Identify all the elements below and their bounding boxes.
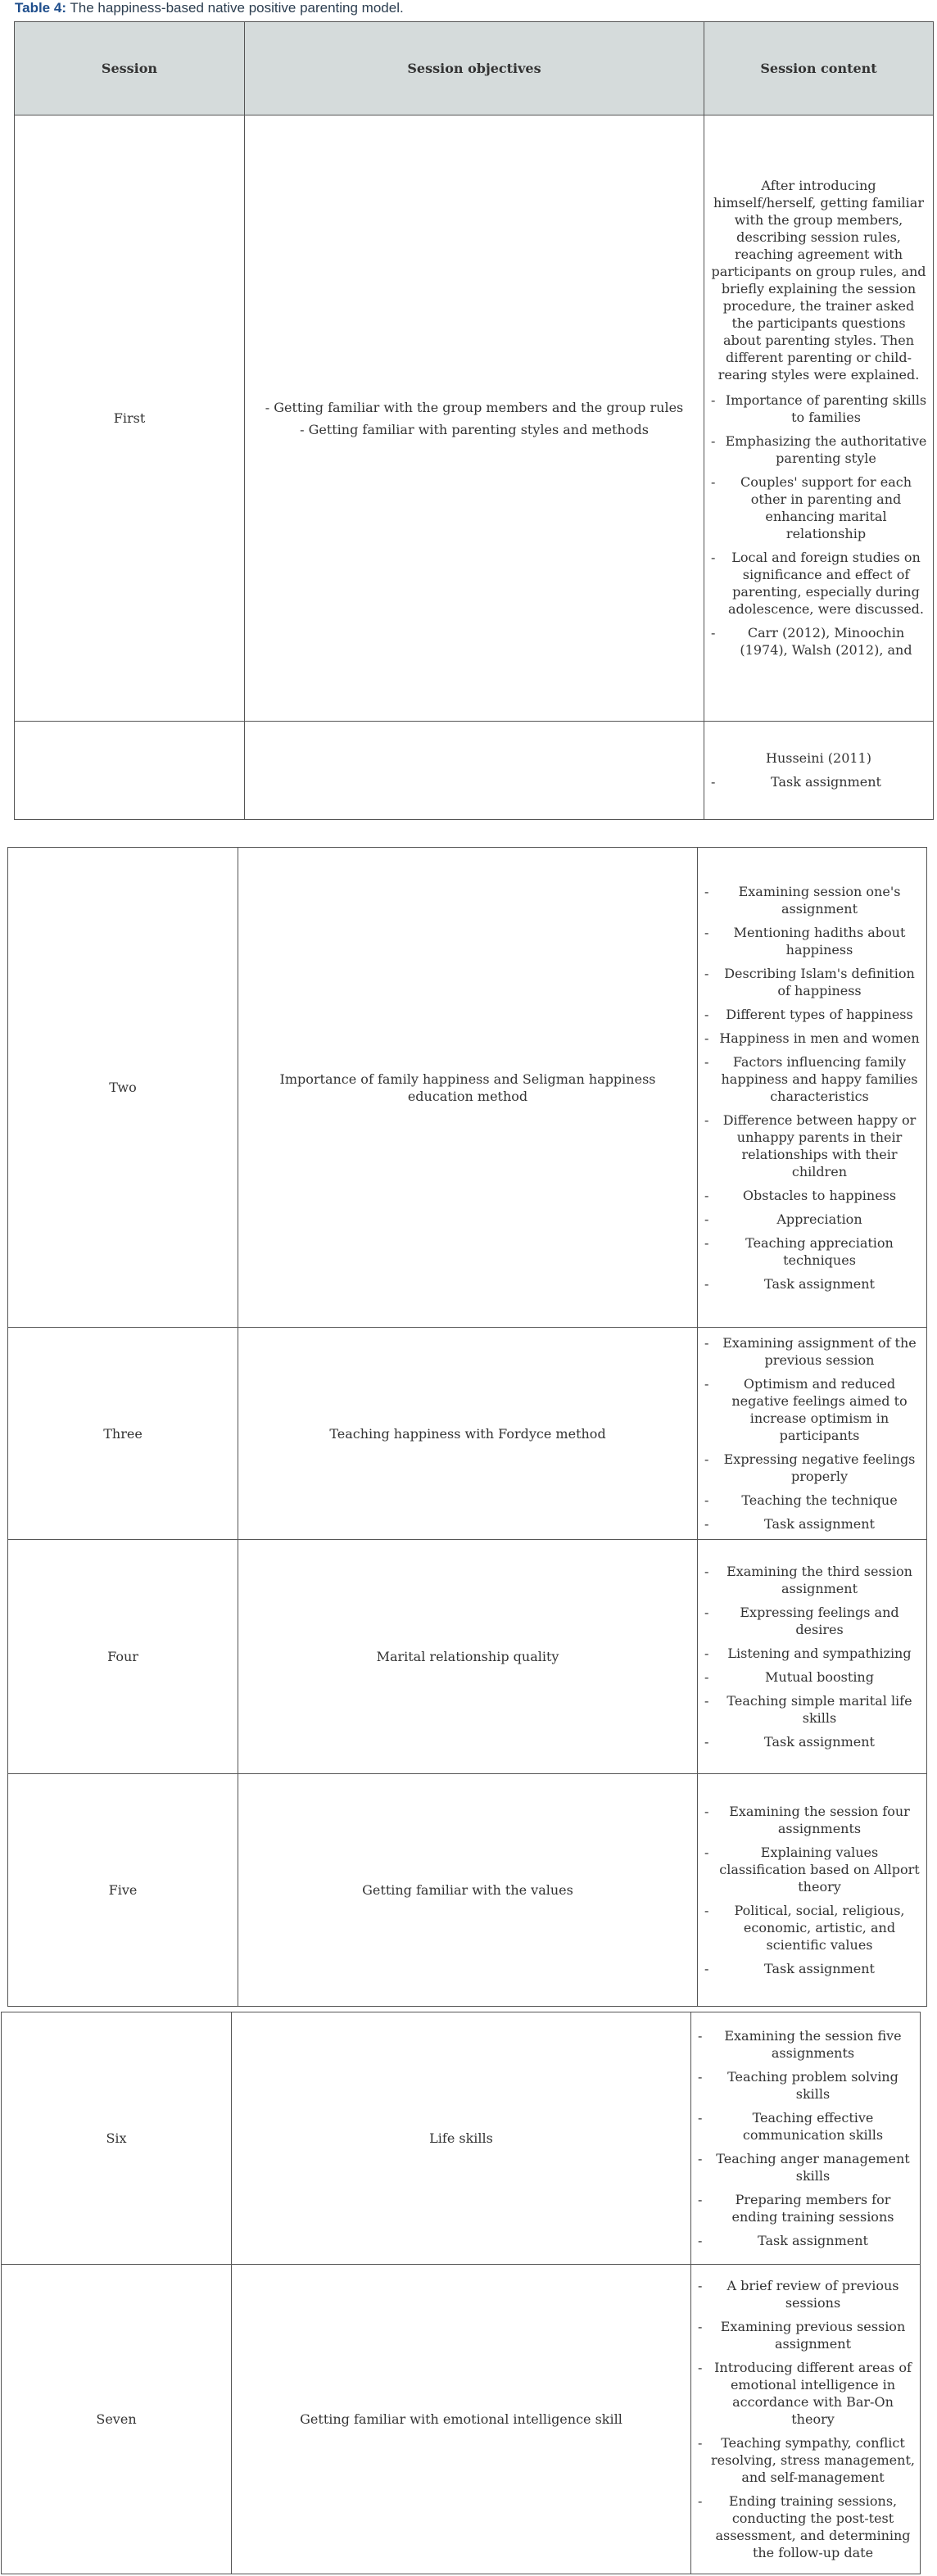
table-row-five: [8, 1774, 927, 2007]
content-item-text: Task assignment: [758, 2233, 868, 2248]
content-item-text: Teaching sympathy, conflict resolving, stress management, and self-management: [711, 2435, 915, 2485]
header-session: Session: [15, 22, 245, 115]
content-item: [696, 2318, 915, 2352]
content-item-text: Task assignment: [764, 1734, 875, 1750]
content-item-text: Factors influencing family happiness and happy families characteristics: [721, 1053, 918, 1104]
objective-line: Marital relationship quality: [376, 1649, 559, 1664]
table-row-three: [8, 1328, 927, 1540]
content-item: [703, 1733, 921, 1750]
content-item-text: Emphasizing the authoritative parenting style: [725, 432, 927, 466]
content-item-text: Difference between happy or unhappy parents in their relationships with their children: [722, 1111, 917, 1179]
content-item-text: Examining assignment of the previous session: [722, 1335, 917, 1368]
content-item-text: Political, social, religious, economic, artistic, and scientific values: [734, 1903, 905, 1953]
content-item: [703, 1053, 921, 1105]
content-item-text: Importance of parenting skills to families: [725, 392, 927, 425]
bullet-dash: -: [704, 1335, 709, 1351]
session-content: [698, 1328, 927, 1540]
content-item-text: Examining the session five assignments: [724, 2028, 902, 2061]
content-item-text: Local and foreign studies on significance and effect of parenting, especially during adolescence, were discussed.: [728, 549, 924, 617]
session-objectives: [238, 1774, 698, 2007]
content-item: [703, 924, 921, 958]
content-item: [696, 2492, 915, 2561]
session-name: Five: [8, 1774, 238, 2007]
content-item: [703, 1645, 921, 1662]
session-content: [698, 1774, 927, 2007]
bullet-dash: -: [704, 1693, 709, 1709]
session-content: [691, 2265, 921, 2574]
content-item: [696, 2359, 915, 2428]
table-header-row: [15, 22, 934, 115]
bullet-dash: -: [704, 1053, 709, 1070]
content-item: [696, 2277, 915, 2311]
bullet-dash: -: [698, 2151, 703, 2166]
bullet-dash: -: [711, 473, 716, 490]
session-name: Two: [8, 848, 238, 1328]
content-item: [703, 1515, 921, 1532]
table-row-four: [8, 1540, 927, 1774]
table-row-seven: [2, 2265, 921, 2574]
content-item: [703, 1492, 921, 1509]
session-objectives: [238, 1328, 698, 1540]
content-item: [703, 1604, 921, 1638]
content-item: [696, 2109, 915, 2144]
content-item: [703, 1960, 921, 1977]
bullet-dash: -: [704, 1211, 709, 1227]
content-item-text: Explaining values classification based on Allport theory: [719, 1845, 920, 1895]
session-content: [704, 722, 934, 820]
content-item-text: Appreciation: [776, 1211, 862, 1227]
content-item-text: Task assignment: [764, 1275, 875, 1292]
bullet-dash: -: [711, 773, 716, 790]
content-item-text: Happiness in men and women: [719, 1030, 920, 1046]
bullet-dash: -: [711, 549, 716, 565]
bullet-dash: -: [698, 2110, 703, 2126]
bullet-dash: -: [704, 1234, 709, 1251]
content-item-text: Different types of happiness: [726, 1006, 913, 1022]
content-item-text: Examining the session four assignments: [729, 1804, 910, 1836]
content-item-text: Examining the third session assignment: [727, 1564, 912, 1596]
table-row-first-continued: [15, 722, 934, 820]
content-item: [703, 965, 921, 999]
content-item-text: Teaching simple marital life skills: [727, 1693, 912, 1726]
content-item-text: Task assignment: [771, 773, 881, 790]
session-name: Four: [8, 1540, 238, 1774]
bullet-dash: -: [704, 1516, 709, 1532]
content-item: [703, 1451, 921, 1485]
bullet-dash: -: [704, 965, 709, 981]
content-item-text: Carr (2012), Minoochin (1974), Walsh (2012), and: [740, 624, 912, 658]
content-item-text: Examining session one's assignment: [738, 883, 901, 917]
content-item: [703, 1006, 921, 1023]
bullet-dash: -: [698, 2028, 703, 2044]
content-item-text: Teaching the technique: [741, 1492, 898, 1508]
content-item: [703, 1234, 921, 1269]
content-item-text: Expressing feelings and desires: [740, 1605, 899, 1637]
content-item: [709, 392, 928, 426]
bullet-dash: -: [698, 2493, 703, 2509]
objective-line: Life skills: [429, 2130, 493, 2146]
objective-line: Getting familiar with emotional intelligence skill: [300, 2411, 622, 2427]
content-item: [703, 1563, 921, 1597]
session-objectives: [238, 1540, 698, 1774]
content-item-text: Task assignment: [764, 1961, 875, 1976]
content-item: [703, 1803, 921, 1837]
bullet-dash: -: [704, 1804, 709, 1819]
content-item: [696, 2434, 915, 2486]
bullet-dash: -: [704, 1845, 709, 1860]
header-objectives: Session objectives: [245, 22, 704, 115]
content-item: [703, 1375, 921, 1444]
session-content: [704, 115, 934, 722]
session-name: Six: [2, 2012, 232, 2265]
header-content: Session content: [704, 22, 934, 115]
content-item-text: Expressing negative feelings properly: [723, 1451, 916, 1484]
bullet-dash: -: [704, 883, 709, 899]
content-item-text: Optimism and reduced negative feelings aimed to increase optimism in participants: [731, 1376, 908, 1443]
content-item-text: Teaching effective communication skills: [742, 2110, 884, 2143]
bullet-dash: -: [704, 1006, 709, 1022]
bullet-dash: -: [704, 1030, 709, 1046]
bullet-dash: -: [704, 1961, 709, 1976]
bullet-dash: -: [704, 1734, 709, 1750]
content-item: [703, 1692, 921, 1727]
bullet-dash: -: [704, 1646, 709, 1661]
table-part-1: [14, 21, 934, 820]
content-item: [696, 2027, 915, 2062]
session-objectives-empty: [245, 722, 704, 820]
content-item: [709, 549, 928, 618]
session-content: [698, 848, 927, 1328]
bullet-dash: -: [711, 392, 716, 408]
content-item: [703, 1844, 921, 1895]
bullet-dash: -: [698, 2278, 703, 2293]
content-item: [703, 1334, 921, 1369]
content-item: [703, 1030, 921, 1047]
session-content: [691, 2012, 921, 2265]
objective-line: - Getting familiar with the group members and the group rules: [265, 399, 684, 415]
content-item-text: Preparing members for ending training sessions: [731, 2192, 894, 2225]
bullet-dash: -: [704, 1492, 709, 1508]
content-item: [696, 2191, 915, 2225]
objective-line: Getting familiar with the values: [362, 1882, 573, 1898]
content-item-text: A brief review of previous sessions: [727, 2278, 899, 2311]
content-item-text: Task assignment: [764, 1516, 875, 1532]
content-item-text: Mutual boosting: [765, 1669, 874, 1685]
session-name: Seven: [2, 2265, 232, 2574]
objective-line: Teaching happiness with Fordyce method: [329, 1425, 606, 1442]
table-part-2: [7, 847, 927, 2007]
content-item: [709, 473, 928, 542]
content-item: [709, 773, 928, 790]
content-item-text: Obstacles to happiness: [742, 1187, 897, 1203]
bullet-dash: -: [711, 432, 716, 449]
bullet-dash: -: [704, 1451, 709, 1467]
session-name-empty: [15, 722, 245, 820]
session-name: Three: [8, 1328, 238, 1540]
content-text: Husseini (2011): [766, 749, 871, 766]
content-item-text: Ending training sessions, conducting the post-test assessment, and determining the follow-up date: [715, 2493, 911, 2560]
bullet-dash: -: [704, 1187, 709, 1203]
content-item: [703, 1902, 921, 1954]
bullet-dash: -: [698, 2233, 703, 2248]
bullet-dash: -: [704, 1605, 709, 1620]
bullet-dash: -: [704, 924, 709, 940]
content-item: [703, 1275, 921, 1293]
table-row-two: [8, 848, 927, 1328]
session-content: [698, 1540, 927, 1774]
content-item: [703, 883, 921, 917]
content-item: [696, 2068, 915, 2103]
content-item-text: Teaching anger management skills: [716, 2151, 910, 2184]
session-objectives: [238, 848, 698, 1328]
content-item: [703, 1187, 921, 1204]
bullet-dash: -: [704, 1564, 709, 1579]
content-item: [703, 1668, 921, 1686]
session-name: First: [15, 115, 245, 722]
bullet-dash: -: [698, 2435, 703, 2451]
bullet-dash: -: [711, 624, 716, 641]
content-intro: After introducing himself/herself, getting familiar with the group members, describing session rules, reaching agreement with participants on group rules, and briefly explaining the session procedure, the trainer asked the participants questions about parenting styles. Then different parenting or child-rearing styles were explained.: [711, 177, 926, 383]
content-item-text: Listening and sympathizing: [727, 1646, 912, 1661]
content-item: [709, 432, 928, 467]
bullet-dash: -: [698, 2319, 703, 2334]
content-item: [703, 1111, 921, 1180]
session-objectives: [245, 115, 704, 722]
bullet-dash: -: [698, 2360, 703, 2375]
content-item-text: Examining previous session assignment: [720, 2319, 906, 2352]
table-caption-text: The happiness-based native positive parenting model.: [66, 0, 404, 16]
bullet-dash: -: [704, 1275, 709, 1292]
bullet-dash: -: [698, 2069, 703, 2085]
content-item-text: Teaching appreciation techniques: [745, 1234, 894, 1268]
bullet-dash: -: [704, 1903, 709, 1918]
content-item-text: Teaching problem solving skills: [727, 2069, 899, 2102]
content-item: [703, 1211, 921, 1228]
session-objectives: [232, 2265, 691, 2574]
content-item-text: Describing Islam's definition of happiness: [724, 965, 915, 998]
table-caption-label: Table 4:: [15, 0, 66, 16]
objective-line: - Getting familiar with parenting styles and methods: [300, 421, 649, 437]
session-objectives: [232, 2012, 691, 2265]
table-row-six: [2, 2012, 921, 2265]
content-item: [709, 624, 928, 659]
content-item-text: Couples' support for each other in parenting and enhancing marital relationship: [740, 473, 912, 541]
content-item: [696, 2232, 915, 2249]
table-row-first: [15, 115, 934, 722]
content-item-text: Mentioning hadiths about happiness: [733, 924, 906, 958]
content-item: [696, 2150, 915, 2184]
table-part-3: [1, 2012, 921, 2574]
bullet-dash: -: [704, 1669, 709, 1685]
bullet-dash: -: [704, 1111, 709, 1128]
table-caption: [15, 0, 404, 16]
objective-line: Importance of family happiness and Seligman happiness education method: [279, 1071, 656, 1104]
bullet-dash: -: [698, 2192, 703, 2207]
bullet-dash: -: [704, 1376, 709, 1392]
content-item-text: Introducing different areas of emotional intelligence in accordance with Bar-On theory: [714, 2360, 912, 2427]
